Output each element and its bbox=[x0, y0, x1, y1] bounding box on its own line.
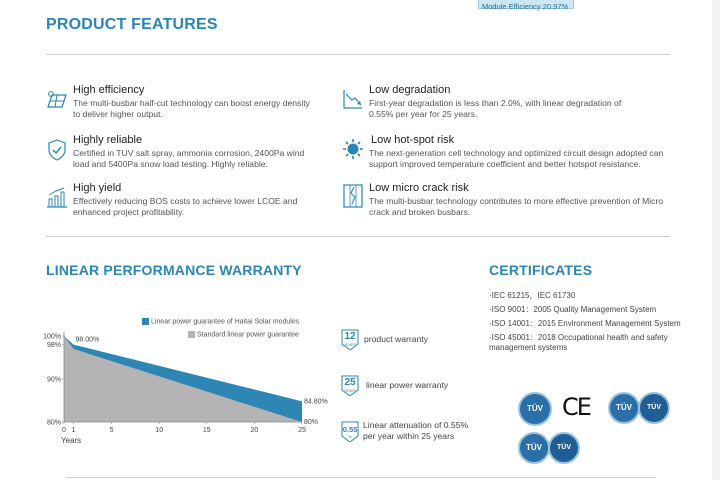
annotation-end-standard: 80% bbox=[304, 419, 319, 426]
badge-number: 25 bbox=[344, 377, 356, 388]
badge-number: 12 bbox=[344, 331, 356, 342]
certificate-line: ·IEC 61215，IEC 61730 bbox=[489, 291, 576, 300]
micro-crack-icon bbox=[342, 184, 364, 208]
badge-sub: % bbox=[348, 434, 352, 439]
y-tick-label: 80% bbox=[46, 419, 61, 427]
feature-desc: The next-generation cell technology and optimized circuit design adopted can support improved temperature coefficient and better hotspot resistance. bbox=[369, 148, 664, 169]
features-heading: PRODUCT FEATURES bbox=[46, 16, 218, 33]
tuv-sud-logo-row2-a bbox=[518, 432, 550, 464]
divider-bottom bbox=[66, 477, 656, 478]
y-tick-label: 100% bbox=[43, 333, 61, 341]
feature-desc: First-year degradation is less than 2.0%, with linear degradation of 0.55% per year for 25 years. bbox=[369, 98, 622, 119]
badge-sub: YEARS bbox=[344, 389, 356, 393]
legend-swatch-haitai bbox=[142, 318, 149, 325]
y-tick-label: 90% bbox=[46, 376, 61, 384]
badge-sub: YEARS bbox=[344, 343, 356, 347]
bar-growth-icon bbox=[46, 186, 68, 208]
tuv-sud-logo-text: TÜV bbox=[527, 404, 543, 413]
efficiency-badge-text: Module Efficiency 20.97% bbox=[482, 2, 569, 11]
badge-number: 0.55 bbox=[342, 425, 358, 434]
x-tick-label: 15 bbox=[202, 427, 211, 434]
warranty-text: product warranty bbox=[364, 334, 429, 344]
y-tick-label: 98% bbox=[46, 342, 61, 350]
ce-mark-logo-text: CE bbox=[562, 393, 590, 421]
feature-desc: The multi-busbar technology contributes to more effective prevention of Micro crack and broken busbars. bbox=[369, 196, 664, 217]
feature-title: Low degradation bbox=[369, 84, 451, 96]
degradation-chart-icon bbox=[342, 88, 364, 110]
legend-label-haitai: Linear power guarantee of Haitai Solar modules bbox=[150, 318, 300, 326]
tuv-sud-logo bbox=[518, 392, 552, 426]
annotation-end-haitai: 84.80% bbox=[304, 398, 328, 406]
certificate-line: ·ISO 45001：2018 Occupational health and safety management systems bbox=[489, 333, 668, 352]
divider-top bbox=[46, 54, 670, 55]
x-tick-label: 25 bbox=[298, 427, 306, 434]
divider-mid bbox=[46, 236, 670, 237]
feature-title: High yield bbox=[73, 182, 122, 194]
feature-title: Low micro crack risk bbox=[369, 182, 469, 194]
certificate-line: ·ISO 14001：2015 Environment Management System bbox=[489, 319, 681, 328]
legend-item-haitai bbox=[142, 318, 299, 325]
certificate-line: ·ISO 9001：2005 Quality Management System bbox=[489, 305, 657, 314]
feature-desc: The multi-busbar half-cut technology can boost energy density to deliver higher output. bbox=[73, 98, 310, 119]
tuv-sud-iso-logo bbox=[608, 392, 640, 424]
hotspot-sun-icon bbox=[342, 138, 364, 160]
warranty-heading: LINEAR PERFORMANCE WARRANTY bbox=[46, 262, 302, 278]
x-tick-label: 1 bbox=[71, 427, 76, 434]
tuv-logo-text: TÜV bbox=[557, 444, 571, 451]
feature-title: Low hot-spot risk bbox=[371, 134, 455, 146]
page-edge bbox=[712, 0, 720, 480]
tuv-sud-extra-logo-text: TÜV bbox=[647, 404, 661, 411]
certificates-heading: CERTIFICATES bbox=[489, 262, 593, 278]
x-tick-label: 0 bbox=[62, 427, 66, 434]
solar-panel-icon bbox=[46, 90, 68, 112]
feature-desc: Certified in TUV salt spray, ammonia corrosion, 2400Pa wind load and 5400Pa snow load testing. Highly reliable. bbox=[73, 148, 305, 169]
efficiency-badge bbox=[478, 0, 574, 9]
warranty-chart bbox=[30, 328, 330, 458]
feature-desc: Effectively reducing BOS costs to achieve lower LCOE and enhanced project profitability. bbox=[73, 196, 298, 217]
annotation-98: 98.00% bbox=[75, 336, 100, 344]
x-tick-label: 10 bbox=[155, 427, 164, 434]
legend-label-standard: Standard linear power guarantee bbox=[196, 331, 299, 339]
x-tick-label: 20 bbox=[250, 427, 259, 434]
x-tick-label: 5 bbox=[109, 427, 114, 434]
warranty-text: linear power warranty bbox=[366, 380, 449, 390]
tuv-sud-iso-logo-text: TÜV bbox=[616, 403, 632, 412]
tuv-sud-extra-logo bbox=[638, 392, 670, 424]
shield-check-icon bbox=[46, 138, 68, 162]
tuv-logo-text: TÜV bbox=[526, 443, 542, 452]
feature-title: High efficiency bbox=[73, 84, 145, 96]
ce-mark-logo bbox=[562, 392, 598, 422]
feature-title: Highly reliable bbox=[73, 134, 143, 146]
certificates-list bbox=[489, 291, 689, 353]
warranty-text: Linear attenuation of 0.55% per year within 25 years bbox=[363, 420, 469, 441]
x-axis-label: Years bbox=[61, 436, 82, 445]
tuv-sud-logo-row2-b bbox=[548, 432, 580, 464]
